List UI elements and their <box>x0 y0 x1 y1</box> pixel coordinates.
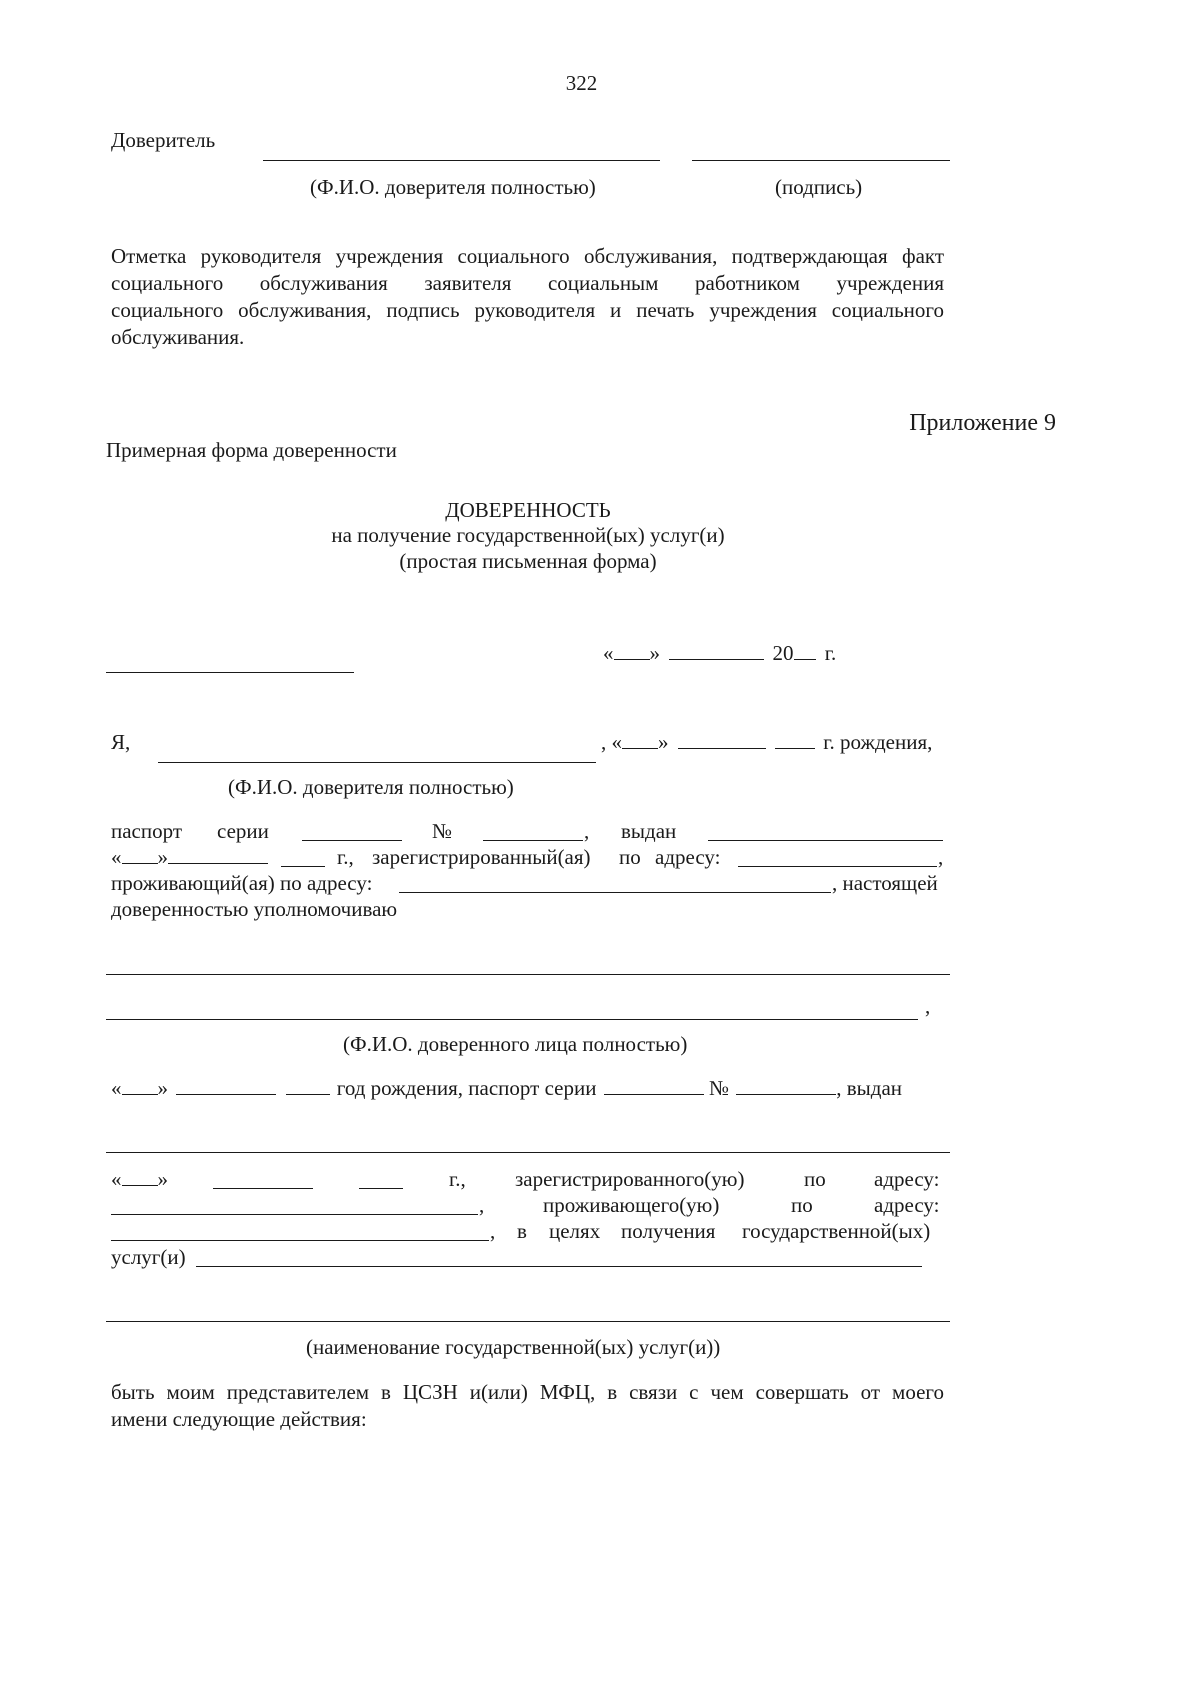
reg-address-blank <box>111 1214 478 1215</box>
mark-line: Отметка руководителя учреждения социального обслуживания, подтверждающая факт <box>111 244 944 268</box>
page-number: 322 <box>565 71 598 95</box>
service-name-line <box>106 1321 950 1322</box>
reg-registered: зарегистрированного(ую) <box>515 1167 745 1191</box>
residence-prefix: проживающий(ая) по адресу: <box>111 871 373 895</box>
document-title: ДОВЕРЕННОСТЬ <box>445 498 611 522</box>
year-suffix: г. <box>824 641 837 665</box>
series-blank <box>302 840 402 841</box>
birth-quote-open: , « <box>601 730 622 754</box>
attorney-number-sign: № <box>708 1076 729 1100</box>
principal-signature-line <box>692 160 950 161</box>
mark-line: социального обслуживания, подпись руководителя и печать учреждения социального <box>111 298 944 322</box>
attorney-issued: , выдан <box>836 1076 903 1100</box>
year-prefix: 20 <box>772 641 794 665</box>
month-blank <box>669 641 764 660</box>
purpose-comma: , <box>490 1219 496 1243</box>
attorney-birth-row <box>111 1075 902 1102</box>
attorney-name-line-1 <box>106 974 950 975</box>
form-title: Примерная форма доверенности <box>106 438 397 462</box>
date-quote-open: « <box>603 641 614 665</box>
live-comma: , <box>479 1193 485 1217</box>
day-blank <box>614 641 650 660</box>
birth-month-blank <box>678 730 766 749</box>
attorney-number-blank <box>736 1076 836 1095</box>
address-word: адресу: <box>655 845 721 869</box>
issue-year-blank <box>281 866 325 867</box>
attorney-quote-open: « <box>111 1076 122 1100</box>
place-line <box>106 672 354 673</box>
registration-row <box>111 844 944 871</box>
reg-address: адресу: <box>874 1167 940 1191</box>
principal-fio-line <box>263 160 660 161</box>
institution-mark-paragraph <box>111 243 944 351</box>
reg-quote-open: « <box>111 1167 122 1191</box>
series-word: серии <box>217 819 269 843</box>
appendix-label: Приложение 9 <box>909 410 1056 436</box>
issued-blank <box>708 840 943 841</box>
reg-g: г., <box>449 1167 466 1191</box>
birth-suffix: г. рождения, <box>823 730 933 754</box>
document-subtitle: на получение государственной(ых) услуг(и) <box>331 523 725 547</box>
purpose-word: целях <box>549 1219 601 1243</box>
year-blank <box>794 641 816 660</box>
passport-row <box>111 818 944 845</box>
attorney-month-blank <box>176 1076 276 1095</box>
po-word: по <box>619 845 641 869</box>
reg-date <box>111 1166 168 1193</box>
residence-suffix: , настоящей <box>832 871 938 895</box>
attorney-issued-line <box>106 1152 950 1153</box>
purpose-word: в <box>517 1219 527 1243</box>
mark-line: социального обслуживания заявителя социальным работником учреждения <box>111 271 944 295</box>
authorize-text: доверенностью уполномочиваю <box>111 897 398 921</box>
principal-label: Доверитель <box>111 128 216 152</box>
document-subtitle-form: (простая письменная форма) <box>399 549 657 573</box>
service-caption: (наименование государственной(ых) услуг(и)) <box>306 1335 721 1359</box>
purpose-row <box>111 1218 944 1245</box>
passport-word: паспорт <box>111 819 183 843</box>
principal-fio-caption: (Ф.И.О. доверителя полностью) <box>310 175 596 199</box>
registration-comma: , <box>938 845 944 869</box>
issue-quote-open: « <box>111 845 122 869</box>
reg-quote-close: » <box>157 1167 168 1191</box>
principal-name-line <box>158 762 596 763</box>
reg-day-blank <box>122 1167 158 1186</box>
number-comma: , <box>584 819 590 843</box>
attorney-registration-row <box>111 1166 944 1193</box>
mark-line: обслуживания. <box>111 325 245 349</box>
principal-birth <box>601 729 932 756</box>
live-po: по <box>791 1193 813 1217</box>
number-sign: № <box>432 819 453 843</box>
reg-month-blank <box>213 1188 313 1189</box>
signature-caption: (подпись) <box>775 175 863 199</box>
ya-label: Я, <box>111 730 131 754</box>
live-text: проживающего(ую) <box>543 1193 720 1217</box>
issue-day-blank <box>122 845 158 864</box>
attorney-residence-row <box>111 1192 944 1219</box>
registration-address-blank <box>738 866 937 867</box>
services-blank <box>196 1266 922 1267</box>
date-quote-close: » <box>649 641 660 665</box>
services-prefix: услуг(и) <box>111 1245 186 1269</box>
attorney-name-line-2 <box>106 1019 918 1020</box>
attorney-quote-close: » <box>157 1076 168 1100</box>
attorney-comma: , <box>925 994 931 1018</box>
principal-fio-caption-2: (Ф.И.О. доверителя полностью) <box>228 775 514 799</box>
purpose-word: получения <box>621 1219 716 1243</box>
attorney-day-blank <box>122 1076 158 1095</box>
attorney-fio-caption: (Ф.И.О. доверенного лица полностью) <box>343 1032 688 1056</box>
reg-year-blank <box>359 1188 403 1189</box>
birth-year-blank <box>775 730 815 749</box>
live-address: адресу: <box>874 1193 940 1217</box>
birth-day-blank <box>622 730 658 749</box>
attorney-year-blank <box>286 1076 330 1095</box>
closing-line: быть моим представителем в ЦСЗН и(или) МФЦ, в связи с чем совершать от моего <box>111 1380 944 1404</box>
registered-word: зарегистрированный(ая) <box>372 845 591 869</box>
closing-line: имени следующие действия: <box>111 1407 367 1431</box>
issue-quote-close: » <box>157 845 168 869</box>
number-blank <box>483 840 583 841</box>
issue-g: г., <box>337 845 354 869</box>
issue-month-blank <box>168 845 268 864</box>
purpose-word: государственной(ых) <box>742 1219 931 1243</box>
birth-quote-close: » <box>658 730 669 754</box>
attorney-series-blank <box>604 1076 704 1095</box>
live-address-blank <box>111 1240 489 1241</box>
issue-date <box>111 844 268 871</box>
closing-paragraph <box>111 1379 944 1433</box>
date-line <box>603 640 836 667</box>
residence-address-blank <box>399 892 831 893</box>
issued-word: выдан <box>621 819 677 843</box>
attorney-birth-text: год рождения, паспорт серии <box>336 1076 597 1100</box>
reg-po: по <box>804 1167 826 1191</box>
